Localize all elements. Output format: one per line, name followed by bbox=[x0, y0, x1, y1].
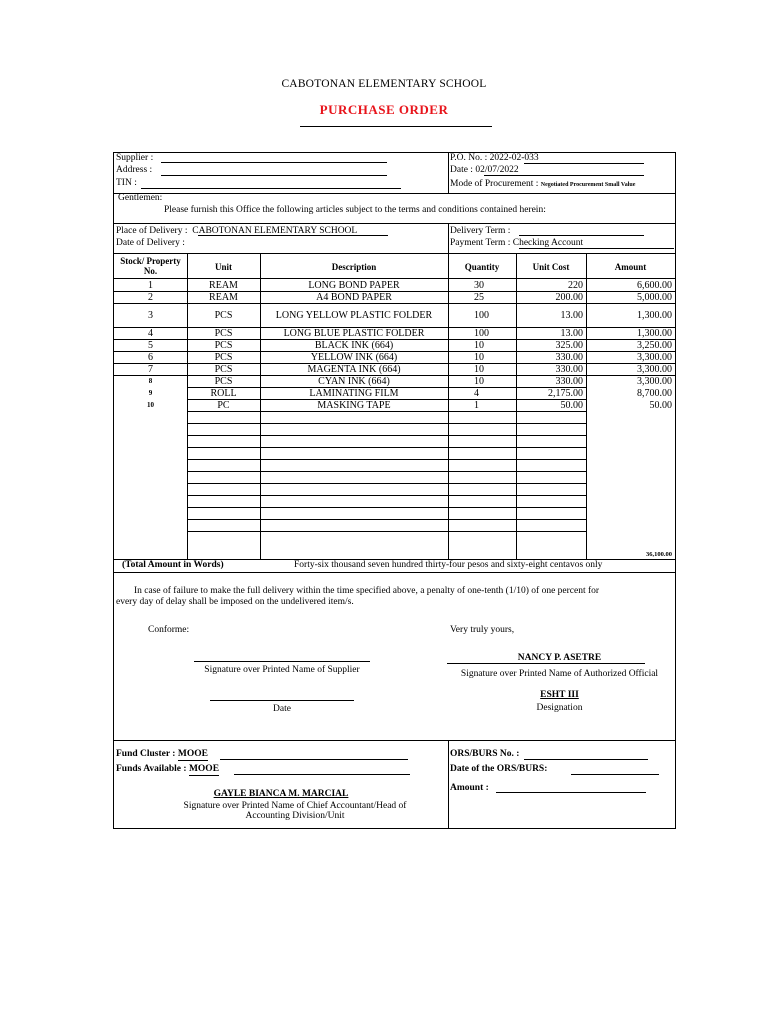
cell-amount: 50.00 bbox=[649, 400, 672, 411]
penalty-clause-line1: In case of failure to make the full delivery within the time specified above, a penalty of one-tenth (1/10) of one percent for bbox=[134, 586, 600, 596]
delivery-term-field[interactable] bbox=[519, 235, 644, 236]
funds-available-line bbox=[234, 774, 410, 775]
cell-cost: 200.00 bbox=[555, 292, 583, 303]
cell-qty: 100 bbox=[474, 310, 489, 321]
cell-no: 10 bbox=[147, 401, 154, 409]
cell-unit: PCS bbox=[214, 376, 233, 387]
amount-field[interactable] bbox=[496, 792, 646, 793]
header-description: Description bbox=[331, 262, 377, 272]
empty-row-line bbox=[187, 435, 586, 436]
cell-no: 1 bbox=[148, 280, 153, 291]
cell-cost: 330.00 bbox=[555, 364, 583, 375]
gentlemen-bottom-line bbox=[114, 223, 675, 224]
amount-label: Amount : bbox=[450, 783, 489, 793]
cell-unit: PCS bbox=[214, 352, 233, 363]
header-stock-no: Stock/ Property No. bbox=[120, 256, 181, 276]
accountant-signature-caption-1: Signature over Printed Name of Chief Accountant/Head of bbox=[183, 801, 407, 811]
tin-field[interactable] bbox=[141, 188, 401, 189]
empty-row-line bbox=[187, 483, 586, 484]
cell-desc: LONG BOND PAPER bbox=[308, 280, 400, 291]
cell-unit: PC bbox=[217, 400, 230, 411]
cell-desc: A4 BOND PAPER bbox=[316, 292, 392, 303]
cell-amount: 3,250.00 bbox=[637, 340, 672, 351]
cell-no: 3 bbox=[148, 310, 153, 321]
cell-desc: MASKING TAPE bbox=[317, 400, 391, 411]
cell-no: 8 bbox=[148, 377, 153, 385]
empty-row-line bbox=[187, 447, 586, 448]
cell-no: 7 bbox=[148, 364, 153, 375]
payment-term: Payment Term : Checking Account bbox=[450, 238, 584, 248]
row-separator bbox=[187, 411, 586, 412]
cell-amount: 5,000.00 bbox=[637, 292, 672, 303]
payment-term-line bbox=[519, 248, 674, 249]
header-amount: Amount bbox=[614, 262, 647, 272]
mode-of-procurement: Mode of Procurement : Negotiated Procurement Small Value bbox=[450, 179, 636, 189]
supplier-field[interactable] bbox=[161, 162, 387, 163]
total-bottom-line bbox=[114, 572, 675, 573]
gentlemen-label: Gentlemen: bbox=[118, 193, 163, 203]
row-separator bbox=[114, 303, 675, 304]
title-underline bbox=[300, 126, 492, 127]
empty-row-line bbox=[187, 471, 586, 472]
official-signature-line bbox=[447, 663, 645, 664]
cell-no: 6 bbox=[148, 352, 153, 363]
supplier-signature-caption: Signature over Printed Name of Supplier bbox=[204, 665, 360, 675]
cell-qty: 100 bbox=[474, 328, 489, 339]
cell-unit: PCS bbox=[214, 310, 233, 321]
cell-no: 5 bbox=[148, 340, 153, 351]
conforme-label: Conforme: bbox=[148, 625, 190, 635]
cell-cost: 330.00 bbox=[555, 352, 583, 363]
cell-unit: ROLL bbox=[210, 388, 237, 399]
cell-no: 9 bbox=[148, 389, 153, 397]
supplier-signature-line[interactable] bbox=[194, 661, 370, 662]
ors-burs-field[interactable] bbox=[524, 759, 648, 760]
date-field-line bbox=[484, 175, 644, 176]
fund-cluster-line bbox=[220, 759, 408, 760]
table-top-line bbox=[114, 253, 675, 254]
fund-cluster: Fund Cluster : MOOE bbox=[116, 749, 208, 759]
cell-desc: LONG BLUE PLASTIC FOLDER bbox=[283, 328, 425, 339]
cell-cost: 220 bbox=[568, 280, 583, 291]
info-divider bbox=[448, 153, 449, 193]
accountant-name: GAYLE BIANCA M. MARCIAL bbox=[213, 789, 349, 799]
cell-cost: 13.00 bbox=[560, 310, 583, 321]
funds-divider bbox=[448, 740, 449, 828]
total-words: Forty-six thousand seven hundred thirty-four pesos and sixty-eight centavos only bbox=[294, 560, 603, 570]
cell-unit: PCS bbox=[214, 364, 233, 375]
header-unit: Unit bbox=[214, 262, 232, 272]
tin-label: TIN : bbox=[116, 178, 137, 188]
cell-qty: 10 bbox=[474, 376, 484, 387]
cell-cost: 330.00 bbox=[555, 376, 583, 387]
address-label: Address : bbox=[116, 165, 153, 175]
cell-qty: 1 bbox=[474, 400, 479, 411]
cell-desc: CYAN INK (664) bbox=[318, 376, 390, 387]
very-truly-yours: Very truly yours, bbox=[450, 625, 515, 635]
designation-value: ESHT III bbox=[540, 690, 579, 700]
total-amount: 36,100.00 bbox=[646, 551, 672, 558]
cell-unit: PCS bbox=[214, 340, 233, 351]
cell-qty: 30 bbox=[474, 280, 484, 291]
funds-top-line bbox=[114, 740, 675, 741]
empty-row-line bbox=[187, 495, 586, 496]
cell-qty: 25 bbox=[474, 292, 484, 303]
cell-cost: 325.00 bbox=[555, 340, 583, 351]
cell-desc: LAMINATING FILM bbox=[309, 388, 399, 399]
official-name: NANCY P. ASETRE bbox=[517, 653, 602, 663]
date-signature-line[interactable] bbox=[210, 700, 354, 701]
penalty-clause-line2: every day of delay shall be imposed on the undelivered item/s. bbox=[116, 597, 354, 607]
address-field[interactable] bbox=[161, 175, 387, 176]
cell-qty: 10 bbox=[474, 340, 484, 351]
cell-qty: 4 bbox=[474, 388, 479, 399]
empty-row-line bbox=[187, 423, 586, 424]
col-divider-3 bbox=[448, 253, 449, 559]
cell-desc: BLACK INK (664) bbox=[314, 340, 394, 351]
header-unit-cost: Unit Cost bbox=[532, 262, 570, 272]
cell-unit: PCS bbox=[214, 328, 233, 339]
date-caption: Date bbox=[273, 704, 291, 714]
delivery-divider bbox=[448, 223, 449, 253]
empty-row-line bbox=[187, 459, 586, 460]
cell-amount: 3,300.00 bbox=[637, 352, 672, 363]
cell-amount: 1,300.00 bbox=[637, 328, 672, 339]
cell-no: 2 bbox=[148, 292, 153, 303]
funds-available: Funds Available : MOOE bbox=[116, 764, 220, 774]
header-quantity: Quantity bbox=[464, 262, 500, 272]
cell-qty: 10 bbox=[474, 352, 484, 363]
cell-cost: 2,175.00 bbox=[548, 388, 583, 399]
supplier-label: Supplier : bbox=[116, 153, 154, 163]
cell-amount: 3,300.00 bbox=[637, 364, 672, 375]
total-words-label: (Total Amount in Words) bbox=[122, 560, 224, 570]
cell-amount: 3,300.00 bbox=[637, 376, 672, 387]
cell-no: 4 bbox=[148, 328, 153, 339]
cell-amount: 8,700.00 bbox=[637, 388, 672, 399]
place-field-line bbox=[198, 235, 388, 236]
cell-desc: YELLOW INK (664) bbox=[310, 352, 398, 363]
cell-desc: MAGENTA INK (664) bbox=[307, 364, 401, 375]
po-field-line bbox=[524, 163, 644, 164]
empty-row-line bbox=[187, 531, 586, 532]
po-number: P.O. No. : 2022-02-033 bbox=[450, 153, 539, 163]
official-signature-caption: Signature over Printed Name of Authorized Official bbox=[460, 669, 659, 679]
cell-unit: REAM bbox=[209, 292, 238, 303]
designation-label: Designation bbox=[536, 703, 583, 713]
document-title: PURCHASE ORDER bbox=[319, 102, 449, 117]
empty-row-line bbox=[187, 507, 586, 508]
date-of-delivery-label: Date of Delivery : bbox=[116, 238, 185, 248]
cell-amount: 1,300.00 bbox=[637, 310, 672, 321]
ors-burs-date-field[interactable] bbox=[571, 774, 659, 775]
school-name: CABOTONAN ELEMENTARY SCHOOL bbox=[281, 78, 487, 90]
purchase-order-form bbox=[113, 152, 676, 829]
place-of-delivery: Place of Delivery : CABOTONAN ELEMENTARY SCHOOL bbox=[116, 226, 358, 236]
ors-burs-date-label: Date of the ORS/BURS: bbox=[450, 764, 548, 774]
delivery-term-label: Delivery Term : bbox=[450, 226, 511, 236]
furnish-statement: Please furnish this Office the following articles subject to the terms and conditions contained herein: bbox=[164, 205, 546, 215]
cell-desc: LONG YELLOW PLASTIC FOLDER bbox=[275, 310, 433, 321]
info-bottom-line bbox=[114, 193, 675, 194]
cell-cost: 50.00 bbox=[560, 400, 583, 411]
po-date: Date : 02/07/2022 bbox=[450, 165, 519, 175]
ors-burs-label: ORS/BURS No. : bbox=[450, 749, 520, 759]
cell-amount: 6,600.00 bbox=[637, 280, 672, 291]
cell-qty: 10 bbox=[474, 364, 484, 375]
cell-cost: 13.00 bbox=[560, 328, 583, 339]
header-bottom-line bbox=[114, 278, 675, 279]
cell-unit: REAM bbox=[209, 280, 238, 291]
empty-row-line bbox=[187, 519, 586, 520]
accountant-signature-caption-2: Accounting Division/Unit bbox=[245, 811, 345, 821]
